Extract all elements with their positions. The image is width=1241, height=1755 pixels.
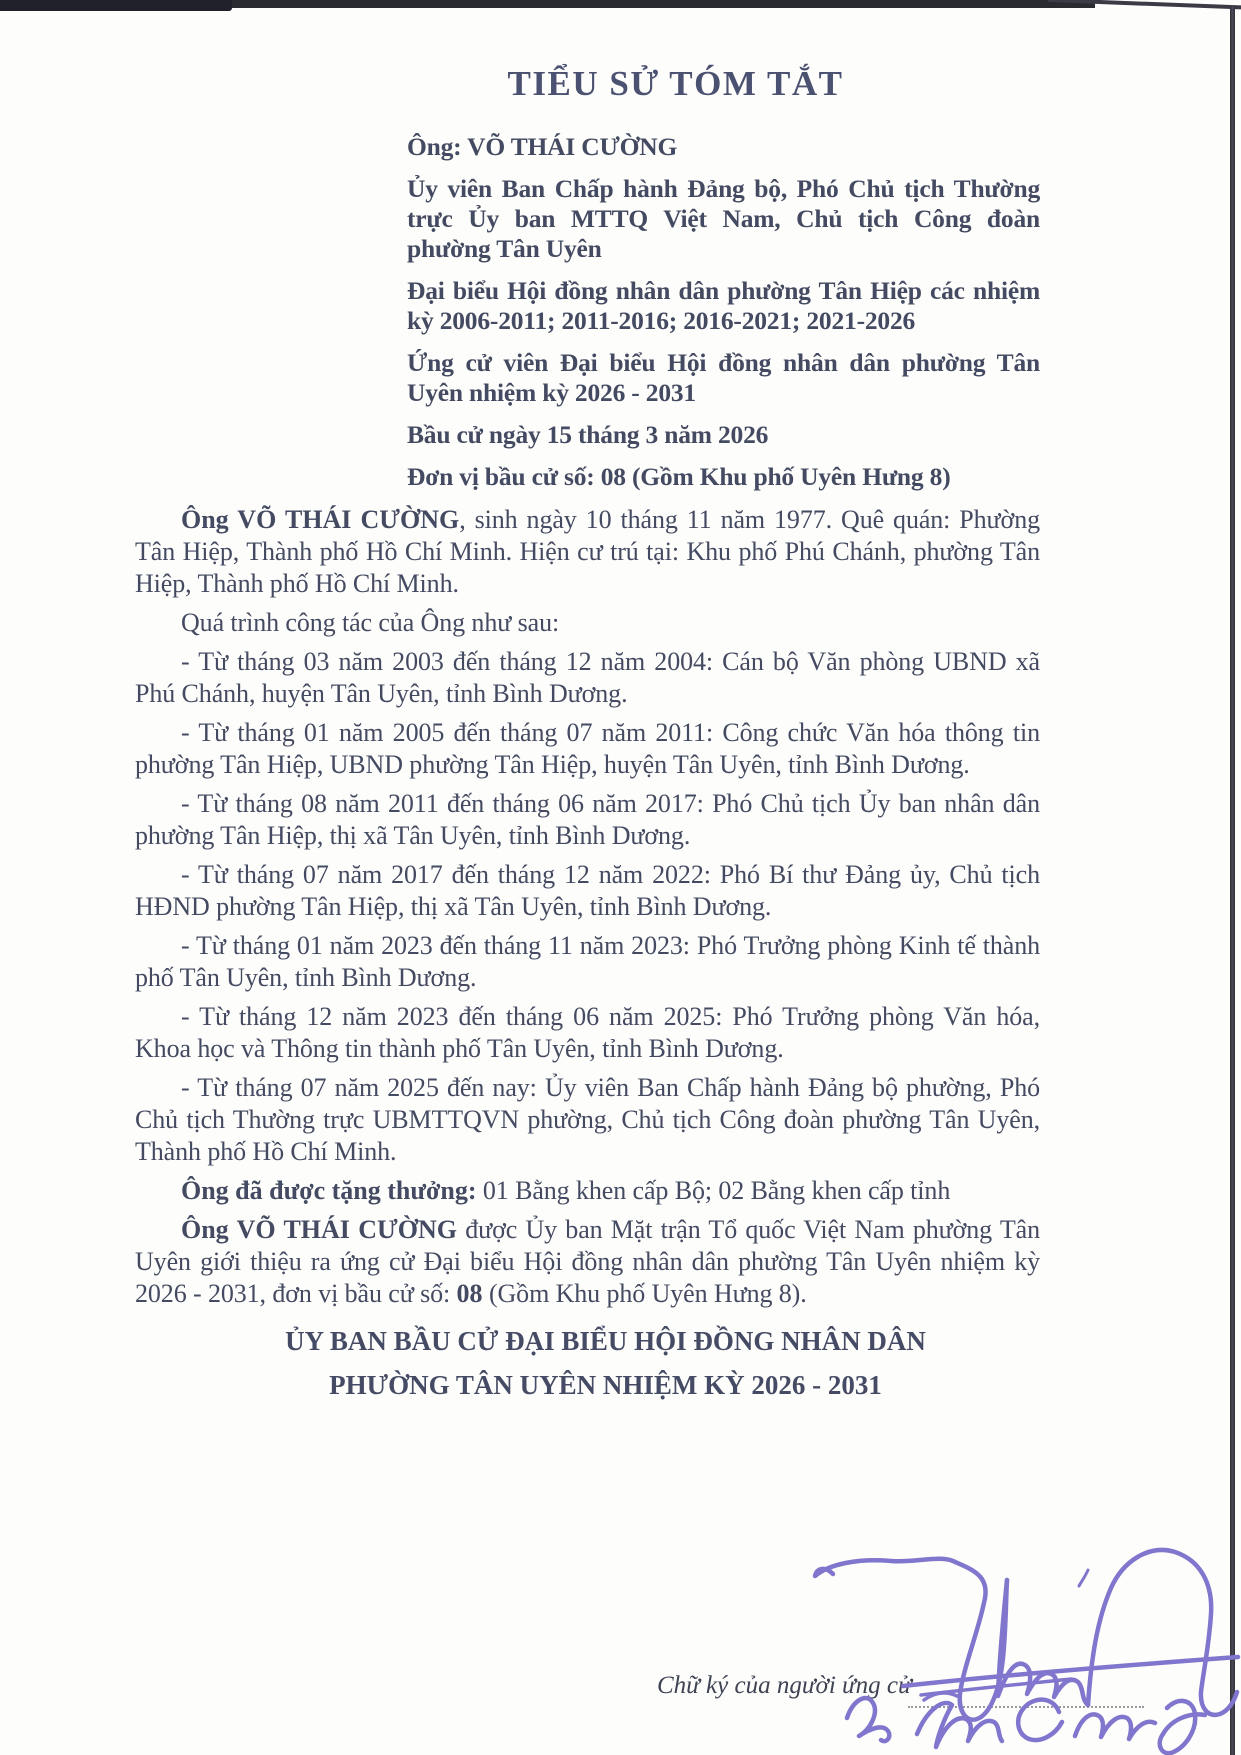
signature-name-c xyxy=(1018,1700,1062,1740)
signature-stroke-u xyxy=(815,1559,1007,1720)
awards-paragraph xyxy=(135,1175,1040,1207)
awards-label: Ông đã được tặng thưởng: xyxy=(181,1176,477,1205)
career-item: - Từ tháng 12 năm 2023 đến tháng 06 năm 2025: Phó Trưởng phòng Văn hóa, Khoa học và Thông tin thành phố Tân Uyên, tỉnh Bình Dương. xyxy=(135,1002,1040,1063)
signature-name-uon xyxy=(1075,1714,1155,1739)
scan-artifact-top-left-edge xyxy=(0,0,232,11)
unit-number-bold: 08 xyxy=(456,1279,483,1308)
committee-line-2: PHƯỜNG TÂN UYÊN NHIỆM KỲ 2026 - 2031 xyxy=(329,1370,882,1400)
candidate-nominee-line: Ứng cử viên Đại biểu Hội đồng nhân dân phường Tân Uyên nhiệm kỳ 2026 - 2031 xyxy=(407,348,1040,407)
candidate-delegate-line: Đại biểu Hội đồng nhân dân phường Tân Hiệp các nhiệm kỳ 2006-2011; 2011-2016; 2016-2021; 2021-2026 xyxy=(407,276,1040,335)
career-item: - Từ tháng 08 năm 2011 đến tháng 06 năm 2017: Phó Chủ tịch Ủy ban nhân dân phường Tân Hiệp, thị xã Tân Uyên, tỉnh Bình Dương. xyxy=(135,789,1040,850)
career-item: - Từ tháng 01 năm 2005 đến tháng 07 năm 2011: Công chức Văn hóa thông tin phường Tân Hiệp, UBND phường Tân Hiệp, huyện Tân Uyên, tỉnh Bình Dương. xyxy=(135,718,1040,779)
awards-text: 01 Bằng khen cấp Bộ; 02 Bằng khen cấp tỉnh xyxy=(476,1176,951,1205)
nomination-tail: (Gồm Khu phố Uyên Hưng 8). xyxy=(482,1279,807,1308)
signature-name-vo xyxy=(847,1698,889,1741)
candidate-name-bold: Ông VÕ THÁI CƯỜNG xyxy=(181,505,460,534)
career-item: - Từ tháng 01 năm 2023 đến tháng 11 năm 2023: Phó Trưởng phòng Kinh tế thành phố Tân Uyên, tỉnh Bình Dương. xyxy=(135,931,1040,992)
election-unit-line: Đơn vị bầu cử số: 08 (Gồm Khu phố Uyên Hưng 8) xyxy=(407,462,951,491)
career-item: - Từ tháng 07 năm 2025 đến nay: Ủy viên Ban Chấp hành Đảng bộ phường, Phó Chủ tịch Thường trực UBMTTQVN phường, Chủ tịch Công đoàn phường Tân Uyên, Thành phố Hồ Chí Minh. xyxy=(135,1073,1040,1166)
intro-text: , sinh ngày 10 tháng 11 năm 1977. Quê quán: Phường Tân Hiệp, Thành phố Hồ Chí Minh. Hiện cư trú tại: Khu phố Phú Chánh, phường Tân Hiệp, Thành phố Hồ Chí Minh. xyxy=(135,505,1041,598)
intro-paragraph xyxy=(135,504,1040,600)
scan-artifact-right-edge xyxy=(1230,6,1235,1755)
nomination-paragraph xyxy=(135,1214,1040,1310)
election-date-line: Bầu cử ngày 15 tháng 3 năm 2026 xyxy=(407,420,769,449)
signature-tick xyxy=(1079,1570,1088,1586)
signature-name-g xyxy=(1160,1701,1205,1753)
career-item: - Từ tháng 07 năm 2017 đến tháng 12 năm 2022: Phó Bí thư Đảng ủy, Chủ tịch HĐND phường Tân Hiệp, thị xã Tân Uyên, tỉnh Bình Dương. xyxy=(135,860,1040,921)
candidate-role-line: Ủy viên Ban Chấp hành Đảng bộ, Phó Chủ tịch Thường trực Ủy ban MTTQ Việt Nam, Chủ tịch Công đoàn phường Tân Uyên xyxy=(407,174,1040,263)
career-item: - Từ tháng 03 năm 2003 đến tháng 12 năm 2004: Cán bộ Văn phòng UBND xã Phú Chánh, huyện Tân Uyên, tỉnh Bình Dương. xyxy=(135,647,1040,708)
signature-label: Chữ ký của người ứng cử xyxy=(657,1672,912,1699)
candidate-header-block xyxy=(407,132,1040,492)
nomination-text: được Ủy ban Mặt trận Tổ quốc Việt Nam phường Tân Uyên giới thiệu ra ứng cử Đại biểu Hội đồng nhân dân phường Tân Uyên nhiệm kỳ 2026 - 2031, đơn vị bầu cử số: xyxy=(135,1215,1040,1308)
candidate-name-bold: Ông VÕ THÁI CƯỜNG xyxy=(181,1215,457,1244)
document-body xyxy=(135,48,1040,1402)
candidate-name-line: Ông: VÕ THÁI CƯỜNG xyxy=(407,132,678,161)
page-title: TIỂU SỬ TÓM TẮT xyxy=(507,64,844,103)
career-heading: Quá trình công tác của Ông như sau: xyxy=(181,608,560,637)
committee-line-1: ỦY BAN BẦU CỬ ĐẠI BIỂU HỘI ĐỒNG NHÂN DÂN xyxy=(285,1326,926,1356)
signature-stroke-loop xyxy=(1088,1550,1237,1715)
handwritten-signature xyxy=(775,1528,1241,1755)
